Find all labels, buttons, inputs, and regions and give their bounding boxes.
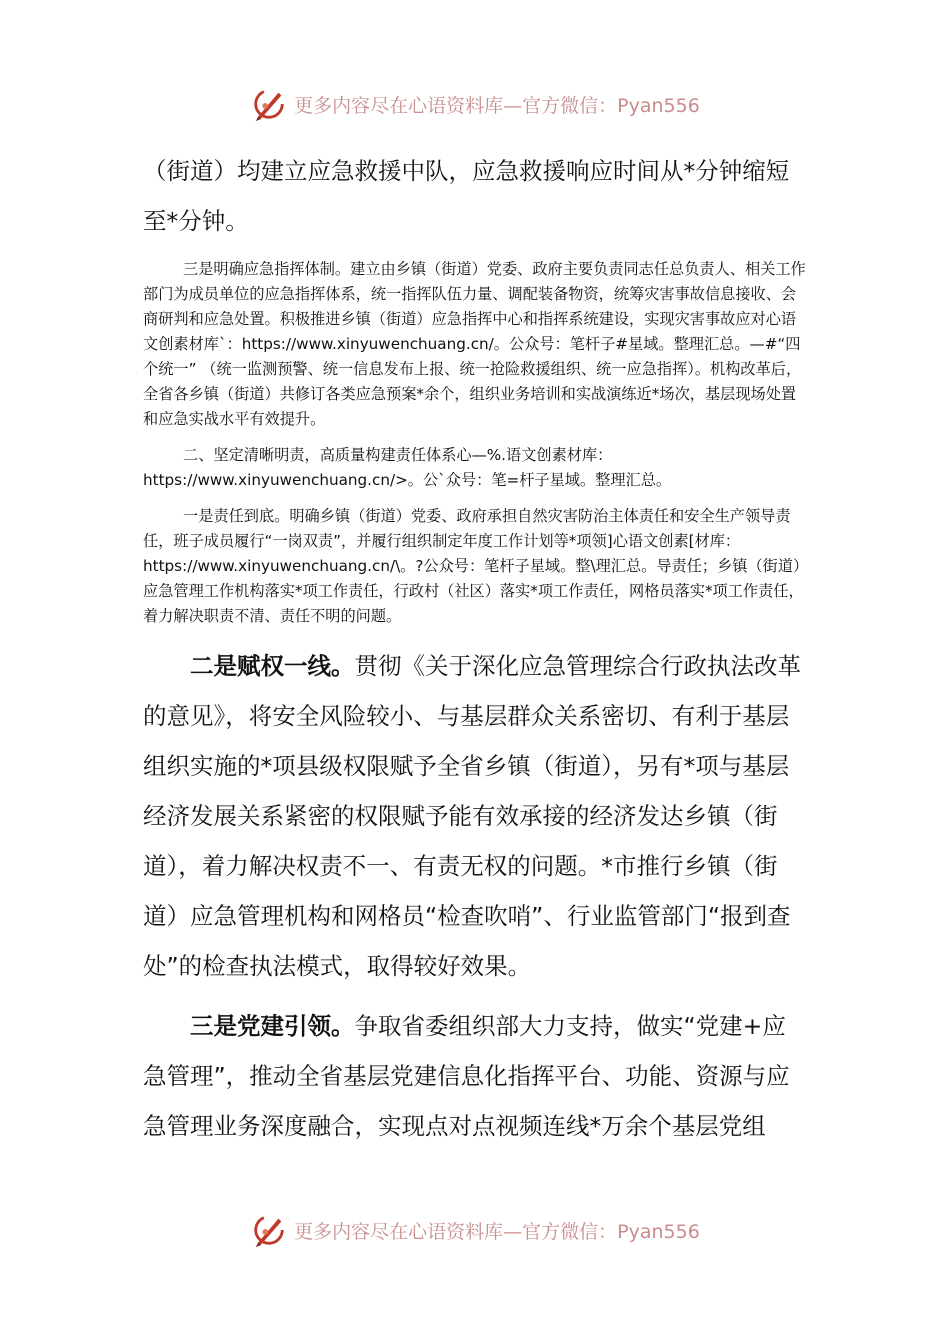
paragraph-6-lead: 三是党建引领。 xyxy=(190,1012,355,1040)
paragraph-3: 二、坚定清晰明责，高质量构建责任体系心—%.语文创素材库：https://www.xinyuwenchuang.cn/>。公`众号：笔=杆子星域。整理汇总。 xyxy=(143,446,672,489)
footer-banner-content xyxy=(250,1211,700,1249)
footer-banner-text xyxy=(294,1217,700,1244)
banner-wechat-id: Pyan556 xyxy=(617,94,700,117)
paragraph-6 xyxy=(143,1001,807,1151)
header-banner-text xyxy=(294,91,700,118)
paragraph-5-body: 贯彻《关于深化应急管理综合行政执法改革的意见》，将安全风险较小、与基层群众关系密切、有利于基层组织实施的*项县级权限赋予全省乡镇（街道），另有*项与基层经济发展关系紧密的权限赋予能有效承接的经济发达乡镇（街道），着力解决权责不一、有责无权的问题。*市推行乡镇（街道）应急管理机构和网格员“检查吹哨”、行业监管部门“报到查处”的检查执法模式，取得较好效果。 xyxy=(143,652,801,980)
paragraph-6-body: 争取省委组织部大力支持，做实“党建+应急管理”，推动全省基层党建信息化指挥平台、功能、资源与应急管理业务深度融合，实现点对点视频连线*万余个基层党组 xyxy=(143,1012,790,1140)
header-banner xyxy=(0,82,950,126)
paragraph-5-lead: 二是赋权一线。 xyxy=(190,652,355,680)
paragraph-5 xyxy=(143,641,807,991)
pen-swirl-logo-icon xyxy=(250,85,288,123)
header-banner-content xyxy=(250,85,700,123)
paragraph-2: 三是明确应急指挥体制。建立由乡镇（街道）党委、政府主要负责同志任总负责人、相关工作部门为成员单位的应急指挥体系，统一指挥队伍力量、调配装备物资，统筹灾害事故信息接收、会商研判和应急处置。积极推进乡镇（街道）应急指挥中心和指挥系统建设，实现灾害事故应对心语文创素材库`：https://www.xinyuwenchuang.cn/。公众号：笔杆子#星域。整理汇总。—#“四个统一” （统一监测预警、统一信息发布上报、统一抢险救援组织、统一应急指挥）。机构改革后，全省各乡镇（街道）共修订各类应急预案*余个，组织业务培训和实战演练近*场次，基层现场处置和应急实战水平有效提升。 xyxy=(143,260,806,428)
footer-banner xyxy=(0,1208,950,1252)
pen-swirl-logo-icon xyxy=(250,1211,288,1249)
paragraph-1: （街道）均建立应急救援中队，应急救援响应时间从*分钟缩短至*分钟。 xyxy=(143,157,790,235)
paragraph-4: 一是责任到底。明确乡镇（街道）党委、政府承担自然灾害防治主体责任和安全生产领导责任，班子成员履行“一岗双责”，并履行组织制定年度工作计划等*项领]心语文创素[材库：https://www.xinyuwenchuang.cn/\。?公众号：笔杆子星域。整\理汇总。导责任；乡镇（街道）应急管理工作机构落实*项工作责任，行政村（社区）落实*项工作责任，网格员落实*项工作责任，着力解决职责不清、责任不明的问题。 xyxy=(143,507,804,625)
banner-title: 更多内容尽在心语资料库—官方微信： xyxy=(294,1220,618,1243)
banner-wechat-id: Pyan556 xyxy=(617,1220,700,1243)
banner-title: 更多内容尽在心语资料库—官方微信： xyxy=(294,94,618,117)
